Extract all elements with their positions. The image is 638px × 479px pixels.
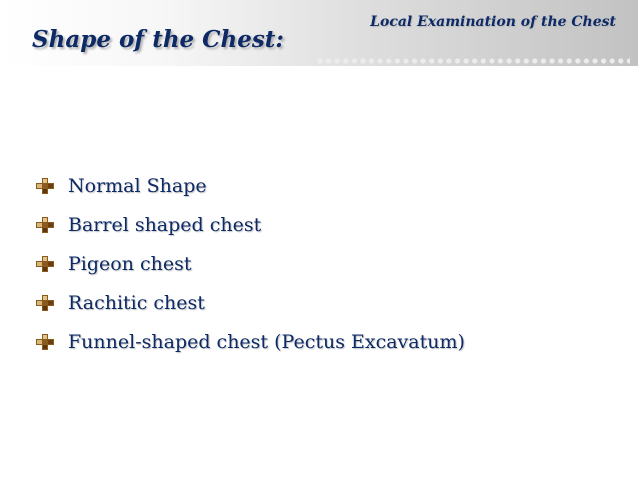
slide-title: Shape of the Chest: [32,26,284,53]
bullet-item [36,244,465,283]
bullet-list [36,166,465,361]
bullet-text: Funnel-shaped chest (Pectus Excavatum) [68,330,465,353]
bullet-item [36,283,465,322]
cross-bullet-icon [36,217,54,233]
cross-bullet-icon [36,256,54,272]
bullet-text: Barrel shaped chest [68,213,262,236]
bullet-item [36,166,465,205]
cross-bullet-icon [36,334,54,350]
bullet-item [36,205,465,244]
cross-bullet-icon [36,178,54,194]
dotted-divider [316,57,630,65]
bullet-text: Pigeon chest [68,252,192,275]
bullet-text: Normal Shape [68,174,207,197]
bullet-item [36,322,465,361]
bullet-text: Rachitic chest [68,291,205,314]
header-subtitle: Local Examination of the Chest [370,14,616,30]
cross-bullet-icon [36,295,54,311]
